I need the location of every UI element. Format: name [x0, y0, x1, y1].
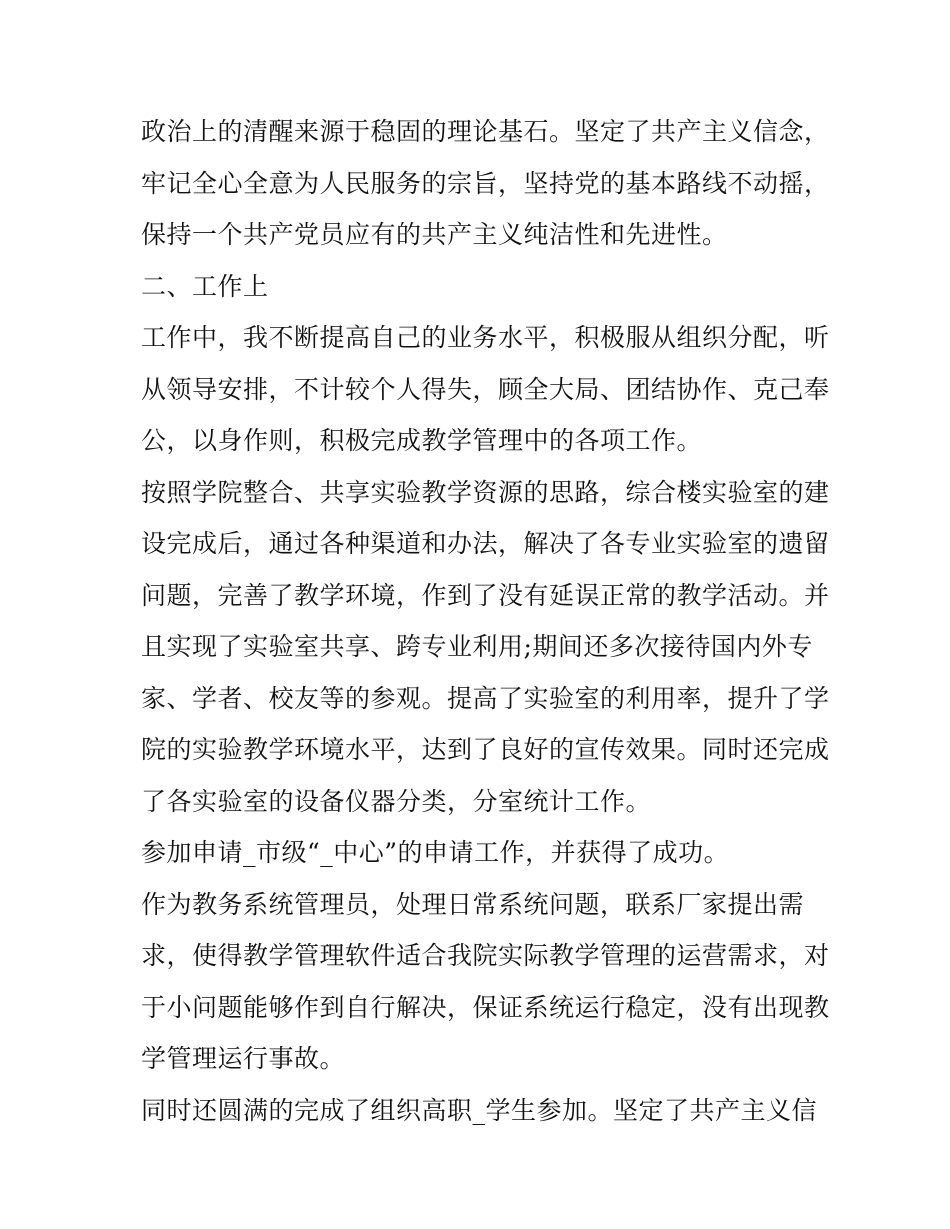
text-line: 参加申请_市级“_中心”的申请工作，并获得了成功。	[141, 838, 730, 867]
text-line: 且实现了实验室共享、跨专业利用;期间还多次接待国内外专	[141, 632, 813, 661]
text-line: 问题，完善了教学环境，作到了没有延误正常的教学活动。并	[141, 580, 830, 610]
text-line: 院的实验教学环境水平，达到了良好的宣传效果。同时还完成	[141, 735, 830, 764]
text-line: 家、学者、校友等的参观。提高了实验室的利用率，提升了学	[141, 683, 830, 713]
text-line: 工作中，我不断提高自己的业务水平，积极服从组织分配，听	[141, 323, 830, 352]
text-line: 从领导安排，不计较个人得失，顾全大局、团结协作、克己奉	[141, 374, 830, 404]
text-line: 按照学院整合、共享实验教学资源的思路，综合楼实验室的建	[141, 477, 830, 507]
document-body	[141, 106, 830, 1136]
text-line: 作为教务系统管理员，处理日常系统问题，联系厂家提出需	[141, 889, 805, 919]
text-line: 牢记全心全意为人民服务的宗旨，坚持党的基本路线不动摇，	[141, 168, 830, 198]
text-line: 了各实验室的设备仪器分类，分室统计工作。	[141, 786, 652, 816]
text-line: 求，使得教学管理软件适合我院实际教学管理的运营需求，对	[141, 941, 830, 970]
text-line: 同时还圆满的完成了组织高职_学生参加。坚定了共产主义信	[141, 1095, 818, 1125]
text-line: 公，以身作则，积极完成教学管理中的各项工作。	[141, 426, 703, 455]
text-line: 政治上的清醒来源于稳固的理论基石。坚定了共产主义信念，	[141, 117, 830, 146]
text-line: 学管理运行事故。	[141, 1044, 346, 1073]
text-line: 设完成后，通过各种渠道和办法，解决了各专业实验室的遗留	[141, 529, 830, 558]
text-line: 于小问题能够作到自行解决，保证系统运行稳定，没有出现教	[141, 992, 830, 1022]
text-line: 保持一个共产党员应有的共产主义纯洁性和先进性。	[141, 220, 728, 249]
section-heading: 二、工作上	[141, 271, 269, 301]
